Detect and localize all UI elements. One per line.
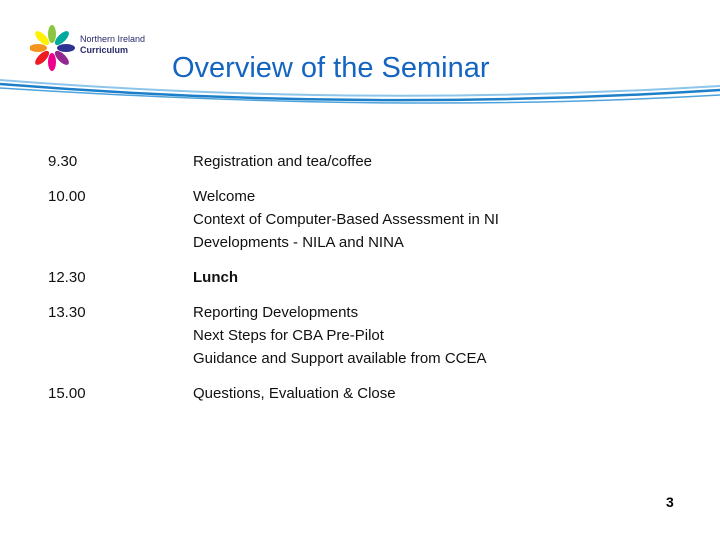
logo-line-2: Curriculum [80,45,129,55]
agenda-time: 15.00 [48,385,86,402]
agenda-item: Developments - NILA and NINA [193,234,404,251]
agenda-items [193,266,668,289]
agenda-row [48,266,668,289]
agenda-row [48,150,668,173]
agenda-time: 10.00 [48,188,86,205]
agenda-items [193,301,668,370]
agenda-item: Questions, Evaluation & Close [193,385,396,402]
page-number: 3 [666,494,674,510]
agenda-row [48,301,668,370]
agenda-time: 12.30 [48,269,86,286]
agenda-item: Next Steps for CBA Pre-Pilot [193,327,384,344]
agenda-row [48,382,668,405]
agenda-item: Registration and tea/coffee [193,153,373,170]
agenda-items [193,382,668,405]
agenda-item: Reporting Developments [193,304,359,321]
agenda-item: Context of Computer-Based Assessment in NI [193,211,499,228]
agenda-time: 13.30 [48,304,86,321]
logo-line-1: Northern Ireland [80,34,146,44]
agenda-item: Welcome [193,188,256,205]
agenda-items [193,185,668,254]
slide-title: Overview of the Seminar [172,52,490,84]
agenda-items [193,150,668,173]
agenda-item: Lunch [193,269,238,286]
agenda-item: Guidance and Support available from CCEA [193,350,487,367]
agenda-list [48,150,668,417]
agenda-row [48,185,668,254]
agenda-time: 9.30 [48,153,78,170]
